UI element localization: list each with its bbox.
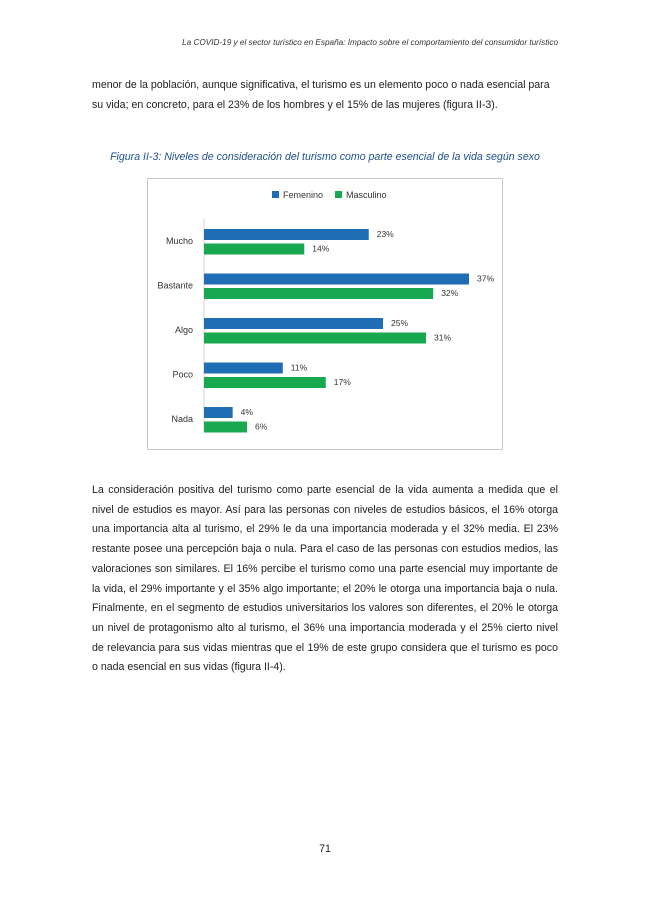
bar-masculino-algo bbox=[204, 333, 426, 344]
legend-swatch-masculino bbox=[335, 191, 342, 198]
bar-masculino-poco bbox=[204, 377, 326, 388]
intro-paragraph: menor de la población, aunque significativa, el turismo es un elemento poco o nada esencial para su vida; en concreto, para el 23% de los hombres y el 15% de las mujeres (figura II-3). bbox=[92, 79, 550, 111]
chart-frame bbox=[147, 178, 503, 450]
category-label-poco: Poco bbox=[172, 369, 193, 380]
running-header: La COVID-19 y el sector turístico en España: Impacto sobre el comportamiento del consumidor turístico bbox=[182, 38, 558, 47]
data-label-femenino-nada: 4% bbox=[240, 407, 253, 417]
category-label-nada: Nada bbox=[171, 414, 193, 424]
figure-caption: Figura II-3: Niveles de consideración del turismo como parte esencial de la vida según sexo bbox=[110, 151, 540, 163]
bar-femenino-poco bbox=[204, 363, 283, 374]
bar-masculino-bastante bbox=[204, 288, 433, 299]
bar-masculino-nada bbox=[204, 422, 247, 433]
category-label-mucho: Mucho bbox=[165, 236, 193, 246]
legend-swatch-femenino bbox=[272, 191, 279, 198]
data-label-masculino-algo: 31% bbox=[434, 332, 452, 343]
bar-femenino-algo bbox=[204, 318, 383, 329]
bar-masculino-mucho bbox=[204, 244, 304, 255]
data-label-masculino-mucho: 14% bbox=[312, 243, 330, 254]
legend-label-femenino: Femenino bbox=[283, 190, 324, 200]
bar-femenino-mucho bbox=[204, 229, 369, 240]
category-label-bastante: Bastante bbox=[157, 280, 193, 291]
data-label-femenino-mucho: 23% bbox=[376, 229, 394, 239]
body-paragraph: La consideración positiva del turismo como parte esencial de la vida aumenta a medida que el nivel de estudios es mayor. Así para las personas con niveles de estudios básicos, el 16% otorga una importancia alta al turismo, el 29% le da una importancia moderada y el 32% media. El 23% restante posee una percepción baja o nula. Para el caso de las personas con estudios medios, las valoraciones son similares. El 16% percibe el turismo como una parte esencial muy importante de la vida, el 29% importante y el 35% algo importante; el 20% le otorga una importancia baja o nula. Finalmente, en el segmento de estudios universitarios los valores son diferentes, el 20% le otorga un nivel de protagonismo alto al turismo, el 36% una importancia moderada y el 25% cierto nivel de relevancia para sus vidas mientras que el 19% de este grupo considera que el turismo es poco o nada esencial en sus vidas (figura II-4). bbox=[92, 484, 558, 674]
data-label-masculino-nada: 6% bbox=[254, 421, 268, 432]
data-label-femenino-bastante: 37% bbox=[477, 273, 495, 284]
legend-label-masculino: Masculino bbox=[346, 190, 387, 200]
data-label-femenino-algo: 25% bbox=[391, 318, 409, 328]
bar-femenino-bastante bbox=[204, 274, 469, 285]
bar-femenino-nada bbox=[204, 407, 233, 418]
bar-chart bbox=[148, 179, 502, 449]
category-label-algo: Algo bbox=[174, 325, 193, 335]
data-label-masculino-bastante: 32% bbox=[441, 288, 459, 298]
data-label-masculino-poco: 17% bbox=[333, 377, 351, 387]
page-number: 71 bbox=[319, 843, 331, 855]
data-label-femenino-poco: 11% bbox=[290, 362, 308, 373]
